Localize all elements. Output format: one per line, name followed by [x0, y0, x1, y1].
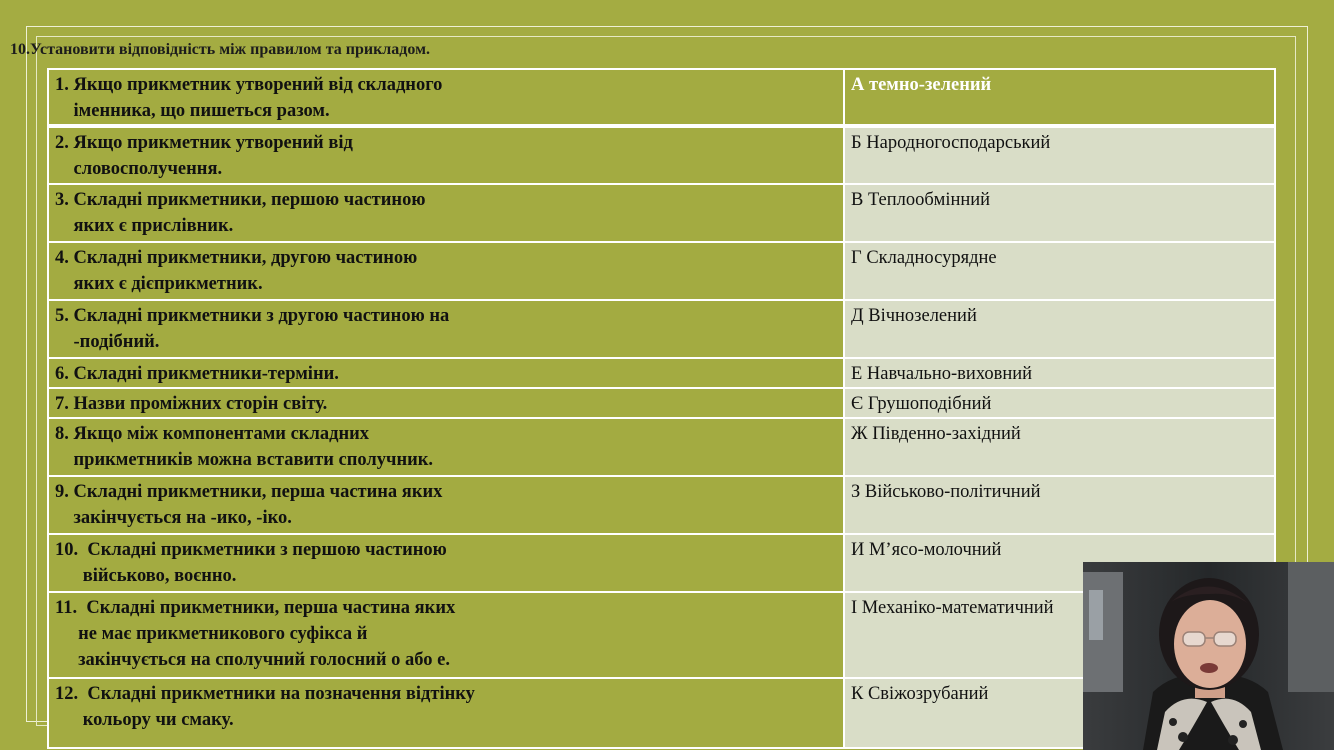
presenter-video-image — [1083, 562, 1334, 750]
rule-cell: 11. Складні прикметники, перша частина яких не має прикметникового суфікса й закінчується на сполучний голосний о або е. — [48, 592, 844, 678]
example-cell: Б Народногосподарський — [844, 126, 1275, 184]
table-row — [48, 184, 1275, 242]
example-cell: Ж Південно-західний — [844, 418, 1275, 476]
table-row — [48, 388, 1275, 418]
rule-cell: 4. Складні прикметники, другою частиною яких є дієприкметник. — [48, 242, 844, 300]
table-row — [48, 242, 1275, 300]
rule-cell: 8. Якщо між компонентами складних прикметників можна вставити сполучник. — [48, 418, 844, 476]
table-row — [48, 358, 1275, 388]
example-cell: К Свіжозрубаний — [844, 678, 1275, 748]
table-row — [48, 69, 1275, 126]
webcam-overlay — [1083, 562, 1334, 750]
rule-cell: 6. Складні прикметники-терміни. — [48, 358, 844, 388]
rule-cell: 10. Складні прикметники з першою частиною військово, воєнно. — [48, 534, 844, 592]
example-cell: А темно-зелений — [844, 69, 1275, 126]
example-cell: Е Навчально-виховний — [844, 358, 1275, 388]
example-cell: З Військово-політичний — [844, 476, 1275, 534]
example-cell: В Теплообмінний — [844, 184, 1275, 242]
rule-cell: 3. Складні прикметники, першою частиною яких є прислівник. — [48, 184, 844, 242]
rule-cell: 12. Складні прикметники на позначення відтінку кольору чи смаку. — [48, 678, 844, 748]
table-row — [48, 418, 1275, 476]
rule-cell: 2. Якщо прикметник утворений від словосполучення. — [48, 126, 844, 184]
example-cell: Г Складносурядне — [844, 242, 1275, 300]
rule-cell: 7. Назви проміжних сторін світу. — [48, 388, 844, 418]
slide-title: 10.Установити відповідність між правилом та прикладом. — [10, 41, 430, 58]
table-row — [48, 126, 1275, 184]
table-row — [48, 300, 1275, 358]
rule-cell: 1. Якщо прикметник утворений від складного іменника, що пишеться разом. — [48, 69, 844, 126]
table-row — [48, 476, 1275, 534]
example-cell: І Механіко-математичний — [844, 592, 1275, 678]
example-cell: И М’ясо-молочний — [844, 534, 1275, 592]
example-cell: Д Вічнозелений — [844, 300, 1275, 358]
rule-cell: 5. Складні прикметники з другою частиною на -подібний. — [48, 300, 844, 358]
rule-cell: 9. Складні прикметники, перша частина яких закінчується на -ико, -іко. — [48, 476, 844, 534]
example-cell: Є Грушоподібний — [844, 388, 1275, 418]
